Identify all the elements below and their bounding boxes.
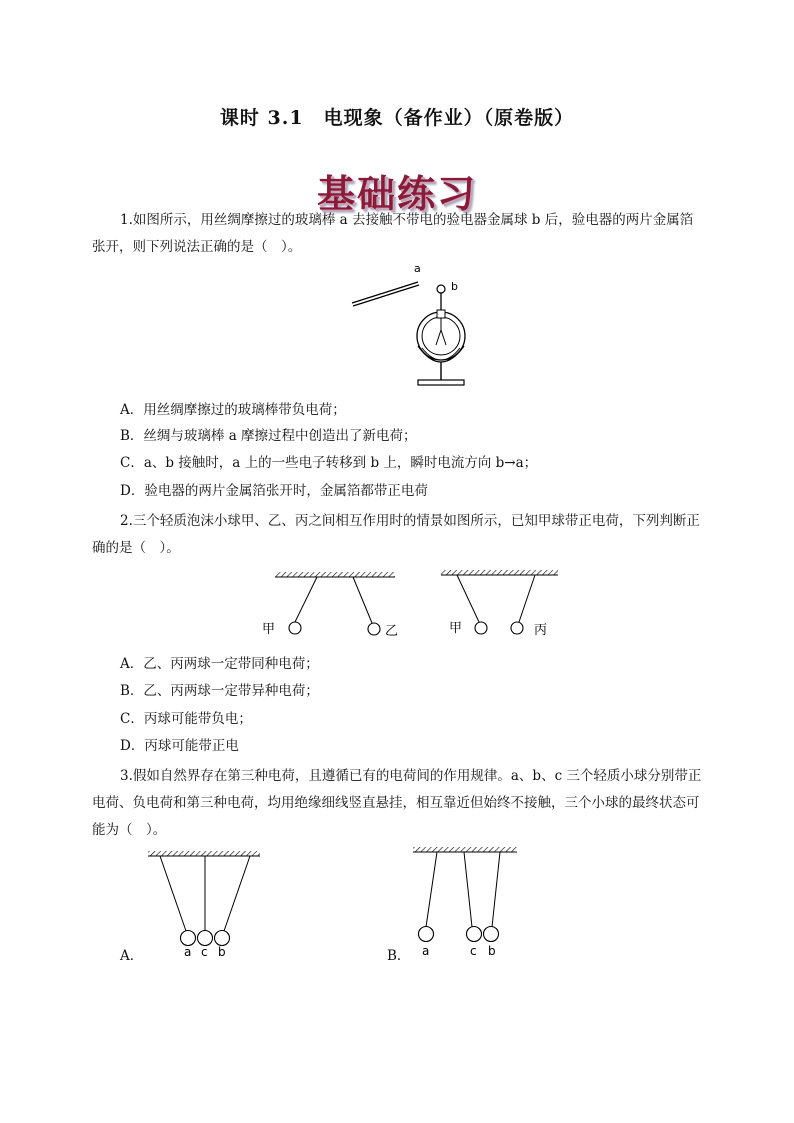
q2-stem: 2.三个轻质泡沫小球甲、乙、丙之间相互作用时的情景如图所示，已知甲球带正电荷，下列判断正确的是（ ）。 xyxy=(92,513,700,556)
q1-option-a: A．用丝绸摩擦过的玻璃棒带负电荷； xyxy=(120,402,346,418)
section-banner: 基础练习 xyxy=(316,172,477,216)
q1-stem: 1.如图所示，用丝绸摩擦过的玻璃棒 a 去接触不带电的验电器金属球 b 后，验电器的两片金属箔张开，则下列说法正确的是（ ）。 xyxy=(92,212,694,255)
q2-right-ball-jia: 甲 xyxy=(449,621,463,636)
q2-option-b: B．乙、丙两球一定带异种电荷； xyxy=(120,683,319,699)
q3a-ball-b-label: b xyxy=(218,945,226,959)
q3-figure-b xyxy=(405,839,525,963)
q2-right-ball-bing: 丙 xyxy=(534,623,548,638)
q2-right-figure xyxy=(437,561,562,645)
q1-option-b: B．丝绸与玻璃棒 a 摩擦过程中创造出了新电荷； xyxy=(120,428,417,444)
q1-ball-label: b xyxy=(451,280,458,293)
q1-rod-label: a xyxy=(414,262,421,275)
q3a-ball-c-label: c xyxy=(201,945,208,959)
q3a-ball-a-label: a xyxy=(184,945,192,959)
page-title: 课时 3.1 电现象（备作业）（原卷版） xyxy=(219,107,575,129)
q2-option-a: A．乙、丙两球一定带同种电荷； xyxy=(120,656,319,672)
q3-figure-a xyxy=(140,843,270,965)
q3b-ball-b-label: b xyxy=(488,944,496,958)
q1-option-d: D．验电器的两片金属箔张开时，金属箔都带正电荷 xyxy=(120,483,428,499)
q2-option-c: C．丙球可能带负电； xyxy=(120,711,252,727)
q3-stem: 3.假如自然界存在第三种电荷，且遵循已有的电荷间的作用规律。a、b、c 三个轻质小球分别带正电荷、负电荷和第三种电荷，均用绝缘细线竖直悬挂，相互靠近但始终不接触，三个小球的最终状态可能为（ ）。 xyxy=(92,768,702,838)
q3-option-b-label: B． xyxy=(387,948,411,964)
q2-left-ball-yi: 乙 xyxy=(385,624,399,639)
q1-electroscope-figure xyxy=(340,258,480,390)
q1-option-c: C．a、b 接触时，a 上的一些电子转移到 b 上，瞬时电流方向 b→a； xyxy=(120,455,538,471)
q2-left-figure xyxy=(255,563,415,645)
q3-option-a-label: A． xyxy=(120,948,144,964)
q3b-ball-c-label: c xyxy=(470,944,477,958)
q3b-ball-a-label: a xyxy=(422,944,430,958)
q2-left-ball-jia: 甲 xyxy=(262,622,276,637)
q2-option-d: D．丙球可能带正电 xyxy=(120,738,239,754)
